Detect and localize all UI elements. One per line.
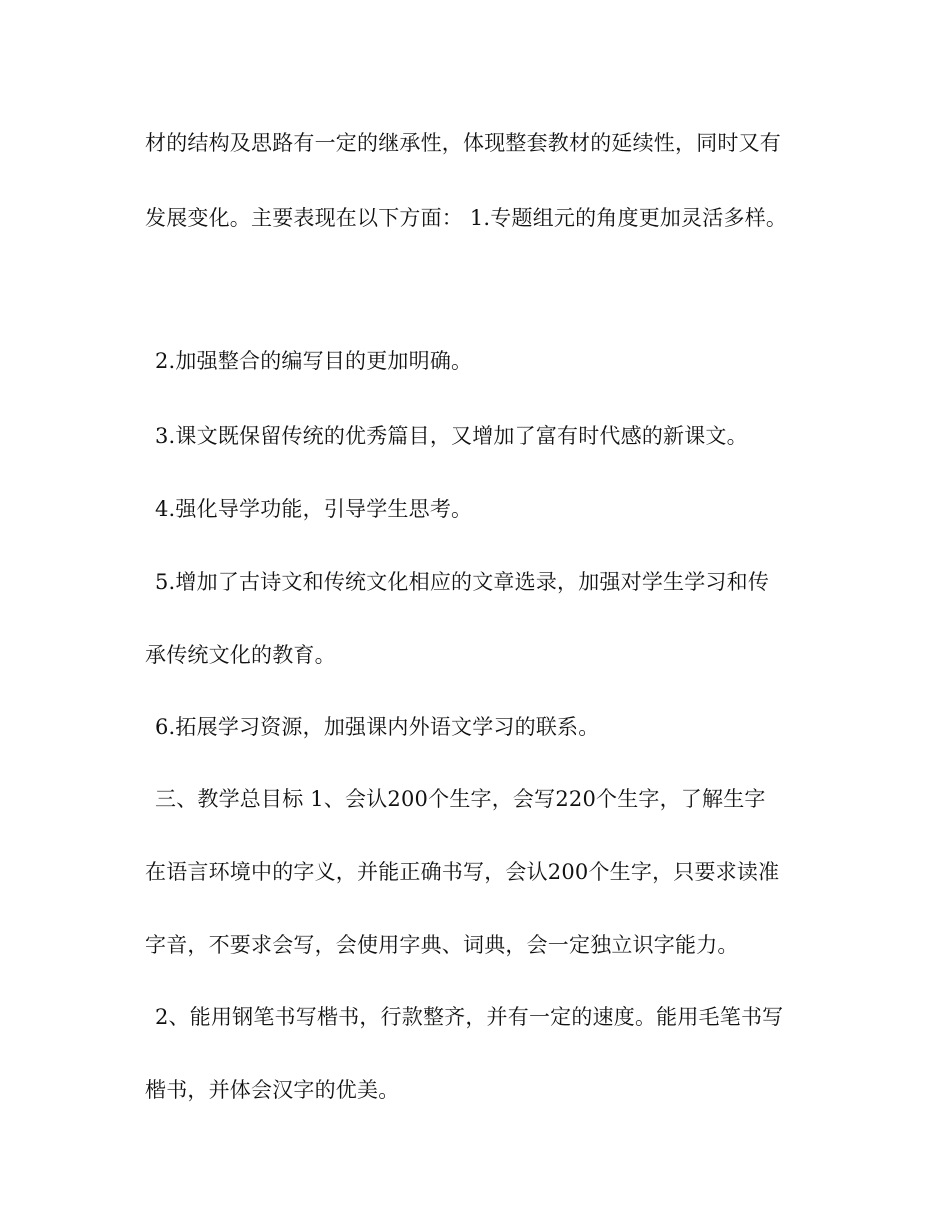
list-item-5: 5.增加了古诗文和传统文化相应的文章选录，加强对学生学习和传: [155, 570, 770, 594]
list-item-6: 6.拓展学习资源，加强课内外语文学习的联系。: [155, 715, 600, 739]
text-line-2: 发展变化。主要表现在以下方面： 1.专题组元的角度更加灵活多样。: [145, 206, 788, 230]
list-item-4: 4.强化导学功能，引导学生思考。: [155, 497, 473, 521]
text-line-11: 字音，不要求会写，会使用字典、词典，会一定独立识字能力。: [145, 933, 739, 957]
text-line-1: 材的结构及思路有一定的继承性，体现整套教材的延续性，同时又有: [145, 131, 781, 155]
text-line-10: 在语言环境中的字义，并能正确书写，会认200个生字，只要求读准: [145, 860, 780, 884]
goal-item-2: 2、能用钢笔书写楷书，行款整齐，并有一定的速度。能用毛笔书写: [155, 1005, 784, 1029]
list-item-3: 3.课文既保留传统的优秀篇目，又增加了富有时代感的新课文。: [155, 424, 748, 448]
text-line-13: 楷书，并体会汉字的优美。: [145, 1078, 400, 1102]
text-line-7: 承传统文化的教育。: [145, 643, 336, 667]
list-item-2: 2.加强整合的编写目的更加明确。: [155, 349, 473, 373]
section-heading-line: 三、教学总目标 1、会认200个生字，会写220个生字，了解生字: [155, 787, 766, 811]
